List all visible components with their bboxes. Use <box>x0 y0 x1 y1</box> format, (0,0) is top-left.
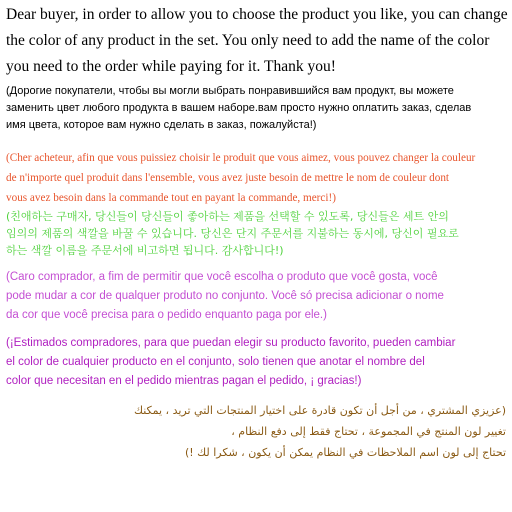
korean-line: 하는 색깔 이름을 주문서에 비고하면 됩니다. 감사합니다!) <box>6 244 284 257</box>
korean-notice <box>0 208 512 259</box>
arabic-notice <box>0 400 512 463</box>
french-line: vous avez besoin dans la commande tout en payant la commande, merci!) <box>6 192 336 204</box>
arabic-line: (عزيزي المشتري ، من أجل أن تكون قادرة على اختيار المنتجات التي تريد ، يمكنك <box>133 404 506 417</box>
russian-line: (Дорогие покупатели, чтобы вы могли выбрать понравившийся вам продукт, вы можете <box>6 85 454 97</box>
english-line: the color of any product in the set. You only need to add the name of the color <box>6 32 490 49</box>
french-notice <box>0 148 512 208</box>
russian-line: имя цвета, которое вам нужно сделать в заказ, пожалуйста!) <box>6 119 317 131</box>
english-line: you need to the order while paying for it. Thank you! <box>6 58 336 75</box>
portuguese-line: pode mudar a cor de qualquer produto no conjunto. Você só precisa adicionar o nome <box>6 290 444 302</box>
russian-notice <box>0 83 512 134</box>
english-notice <box>0 2 512 80</box>
french-line: de n'importe quel produit dans l'ensemble, vous avez juste besoin de mettre le nom de couleur dont <box>6 172 450 184</box>
korean-line: 임의의 제품의 색깔을 바꿀 수 있습니다. 당신은 단지 주문서를 지불하는 동시에, 당신이 필요로 <box>6 227 459 240</box>
russian-line: заменить цвет любого продукта в вашем наборе.вам просто нужно оплатить заказ, сделав <box>6 102 472 114</box>
portuguese-line: (Caro comprador, a fim de permitir que você escolha o produto que você gosta, você <box>6 271 438 283</box>
french-line: (Cher acheteur, afin que vous puissiez choisir le produit que vous aimez, vous pouvez changer la couleur <box>6 152 476 164</box>
spanish-line: (¡Estimados compradores, para que puedan elegir su producto favorito, pueden cambiar <box>6 337 456 349</box>
arabic-line: تحتاج إلى لون اسم الملاحظات في النظام يمكن أن يكون ، شكرا لك !) <box>184 446 506 459</box>
spanish-line: el color de cualquier producto en el conjunto, solo tienen que anotar el nombre del <box>6 356 425 368</box>
english-line: Dear buyer, in order to allow you to choose the product you like, you can change <box>6 6 508 23</box>
arabic-line: تغيير لون المنتج في المجموعة ، تحتاج فقط إلى دفع النظام ، <box>231 425 506 438</box>
spanish-notice <box>0 334 512 391</box>
portuguese-notice <box>0 268 512 325</box>
spanish-line: color que necesitan en el pedido mientras pagan el pedido, ¡ gracias!) <box>6 375 362 387</box>
korean-line: (친애하는 구매자, 당신들이 당신들이 좋아하는 제품을 선택할 수 있도록, 당신들은 세트 안의 <box>6 210 449 223</box>
portuguese-line: da cor que você precisa para o pedido enquanto paga por ele.) <box>6 309 327 321</box>
